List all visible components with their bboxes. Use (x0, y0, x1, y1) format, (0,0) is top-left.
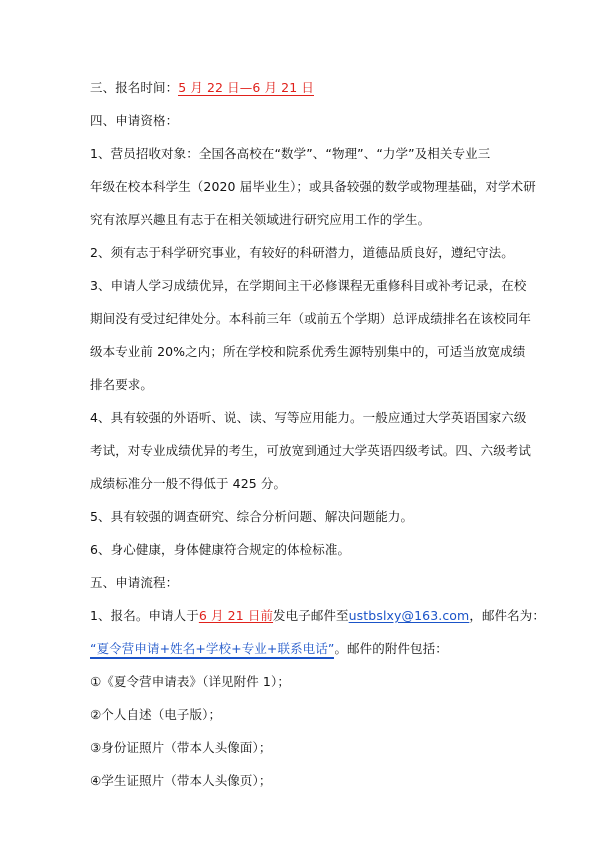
item1-line2: 年级在校本科学生（2020 届毕业生）；或具备较强的数学或物理基础，对学术研 (90, 179, 536, 194)
item3-line2: 期间没有受过纪律处分。本科前三年（或前五个学期）总评成绩排名在该校同年 (90, 311, 532, 326)
attachment-item-2: ②个人自述（电子版）； (90, 707, 222, 722)
item3-line3: 级本专业前 20%之内；所在学校和院系优秀生源特别集中的，可适当放宽成绩 (90, 344, 526, 359)
document-body (90, 78, 545, 804)
step1-suffix: ，邮件名为： (469, 608, 545, 623)
step1-prefix: 1、报名。申请人于 (90, 608, 199, 623)
item1-line3: 究有浓厚兴趣且有志于在相关领域进行研究应用工作的学生。 (90, 212, 431, 227)
registration-time-value: 5 月 22 日—6 月 21 日 (178, 80, 314, 95)
attachment-item-1: ①《夏令营申请表》（详见附件 1）； (90, 674, 290, 689)
contact-email-link[interactable]: ustbslxy@163.com (348, 608, 470, 623)
step1-mid: 发电子邮件至 (273, 608, 349, 623)
eligibility-heading: 四、申请资格： (90, 113, 179, 128)
step1-line1 (90, 606, 545, 639)
step1-deadline: 6 月 21 日前 (198, 608, 274, 623)
attachment-item-3: ③身份证照片（带本人头像面）； (90, 740, 272, 755)
item1-line1: 1、营员招收对象：全国各高校在“数学”、“物理”、“力学”及相关专业三 (90, 146, 491, 161)
attachment-item-4: ④学生证照片（带本人头像页）； (90, 773, 272, 788)
item5-line1: 5、具有较强的调查研究、综合分析问题、解决问题能力。 (90, 509, 414, 524)
step1-after-subject: 。邮件的附件包括： (334, 641, 448, 656)
email-subject-format: “夏令营申请+姓名+学校+专业+联系电话” (90, 641, 334, 659)
step1-line2 (90, 639, 520, 672)
item2-line1: 2、须有志于科学研究事业，有较好的科研潜力，道德品质良好，遵纪守法。 (90, 245, 514, 260)
registration-time-label: 三、报名时间： (90, 80, 179, 95)
registration-time-line (90, 78, 520, 111)
process-heading: 五、申请流程： (90, 575, 179, 590)
item4-line3: 成绩标准分一般不得低于 425 分。 (90, 476, 287, 491)
item3-line4: 排名要求。 (90, 377, 154, 392)
item4-line2: 考试，对专业成绩优异的考生，可放宽到通过大学英语四级考试。四、六级考试 (90, 443, 532, 458)
item6-line1: 6、身心健康，身体健康符合规定的体检标准。 (90, 542, 351, 557)
item4-line1: 4、具有较强的外语听、说、读、写等应用能力。一般应通过大学英语国家六级 (90, 410, 527, 425)
item3-line1: 3、申请人学习成绩优异，在学期间主干必修课程无重修科目或补考记录，在校 (90, 278, 527, 293)
